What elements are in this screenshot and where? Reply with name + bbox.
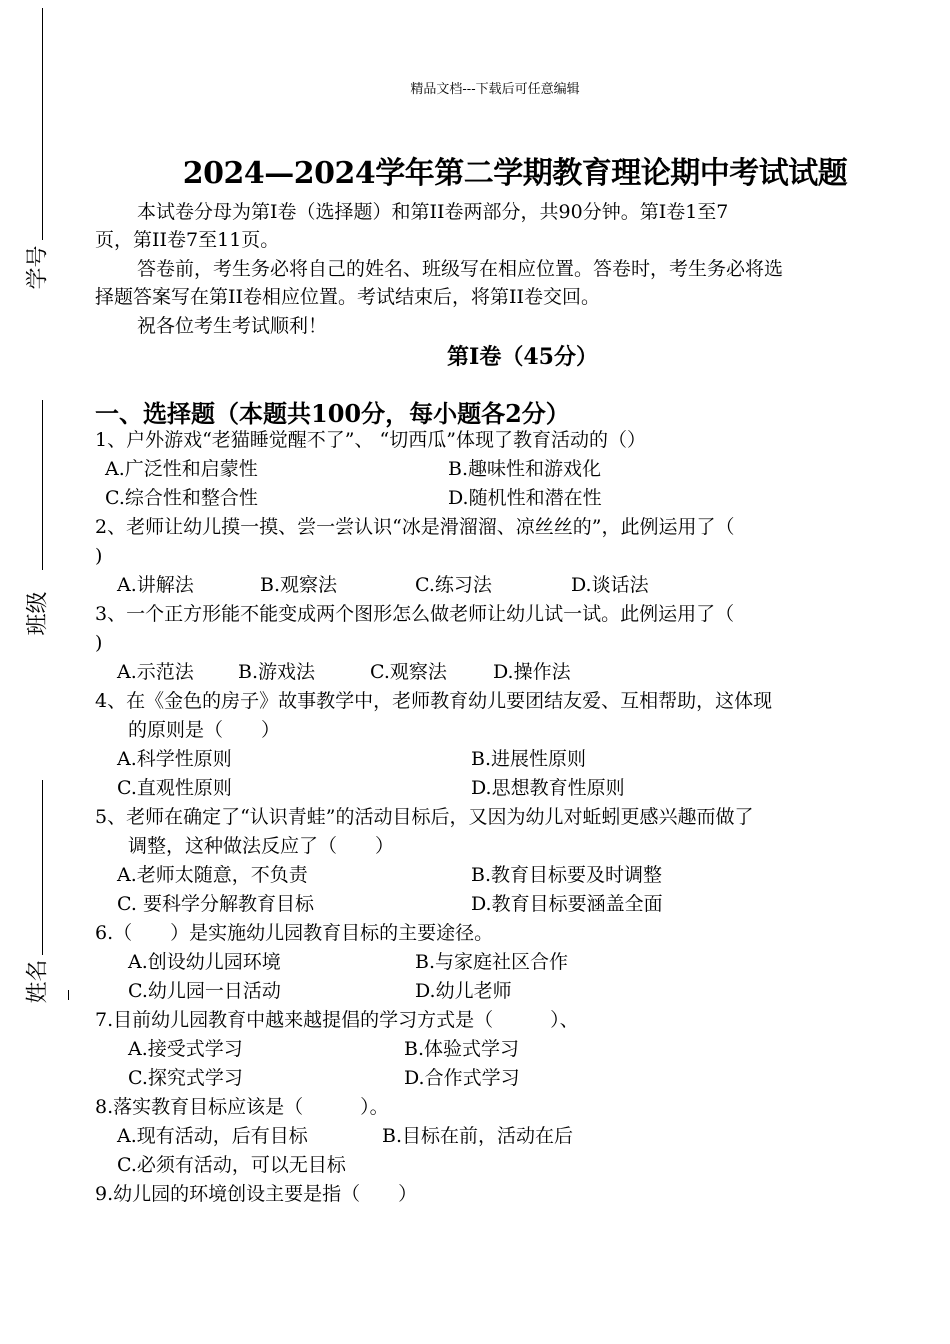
q7-option-a: A.接受式学习: [128, 1038, 243, 1060]
question-1: 1、户外游戏“老猫睡觉醒不了”、 “切西瓜”体现了教育活动的（）: [95, 429, 646, 451]
q1-option-b: B.趣味性和游戏化: [448, 458, 602, 480]
q2-option-a: A.讲解法: [117, 574, 194, 596]
margin-tick: [68, 990, 69, 1000]
q5-option-b: B.教育目标要及时调整: [471, 864, 663, 886]
name-label: 姓名: [25, 959, 51, 1004]
question-3: 3、一个正方形能不能变成两个图形怎么做老师让幼儿试一试。此例运用了（: [95, 603, 735, 625]
q1-option-c: C.综合性和整合性: [105, 487, 258, 509]
q4-option-c: C.直观性原则: [117, 777, 232, 799]
q6-option-d: D.幼儿老师: [415, 980, 512, 1002]
q4-option-b: B.进展性原则: [471, 748, 587, 770]
question-3-cont: ): [95, 632, 103, 654]
header-note: 精品文档---下载后可任意编辑: [410, 82, 580, 97]
q2-option-b: B.观察法: [260, 574, 338, 596]
q6-option-b: B.与家庭社区合作: [415, 951, 569, 973]
margin-line-bottom: [42, 780, 43, 955]
question-5: 5、老师在确定了“认识青蛙”的活动目标后，又因为幼儿对蚯蚓更感兴趣而做了: [95, 806, 754, 828]
q2-option-c: C.练习法: [415, 574, 492, 596]
q1-option-a: A.广泛性和启蒙性: [105, 458, 258, 480]
q1-option-d: D.随机性和潜在性: [448, 487, 602, 509]
question-4-cont: 的原则是（ ）: [128, 719, 281, 741]
intro-line-1b: 页，第II卷7至11页。: [95, 229, 280, 251]
student-id-label: 学号: [25, 245, 51, 290]
question-5-cont: 调整，这种做法反应了（ ）: [128, 835, 395, 857]
q6-option-a: A.创设幼儿园环境: [128, 951, 281, 973]
intro-line-2b: 择题答案写在第II卷相应位置。考试结束后，将第II卷交回。: [95, 286, 601, 308]
q2-option-d: D.谈话法: [571, 574, 649, 596]
q3-option-d: D.操作法: [493, 661, 571, 683]
q6-option-c: C.幼儿园一日活动: [128, 980, 281, 1002]
q7-option-b: B.体验式学习: [404, 1038, 520, 1060]
q8-option-b: B.目标在前，活动在后: [382, 1125, 574, 1147]
intro-line-1a: 本试卷分母为第Ⅰ卷（选择题）和第II卷两部分，共90分钟。第Ⅰ卷1至7: [137, 201, 729, 223]
section-title: 一、选择题（本题共100分，每小题各2分）: [95, 399, 570, 428]
intro-line-3: 祝各位考生考试顺利！: [137, 315, 328, 337]
question-9: 9.幼儿园的环境创设主要是指（ ）: [95, 1183, 418, 1205]
question-6: 6.（ ）是实施幼儿园教育目标的主要途径。: [95, 922, 494, 944]
q7-option-d: D.合作式学习: [404, 1067, 520, 1089]
q3-option-b: B.游戏法: [238, 661, 316, 683]
q4-option-a: A.科学性原则: [117, 748, 232, 770]
page-title: 2024—2024学年第二学期教育理论期中考试试题: [182, 156, 848, 191]
question-7: 7.目前幼儿园教育中越来越提倡的学习方式是（ ）、: [95, 1009, 579, 1031]
q7-option-c: C.探究式学习: [128, 1067, 243, 1089]
q4-option-d: D.思想教育性原则: [471, 777, 625, 799]
question-4: 4、在《金色的房子》故事教学中，老师教育幼儿要团结友爱、互相帮助，这体现: [95, 690, 773, 712]
q3-option-a: A.示范法: [117, 661, 194, 683]
part-title: 第Ⅰ卷（45分）: [447, 344, 598, 370]
margin-line-top: [42, 8, 43, 240]
q3-option-c: C.观察法: [370, 661, 447, 683]
intro-line-2a: 答卷前，考生务必将自己的姓名、班级写在相应位置。答卷时，考生务必将选: [137, 258, 784, 280]
q8-option-a: A.现有活动，后有目标: [117, 1125, 308, 1147]
q5-option-a: A.老师太随意，不负责: [117, 864, 308, 886]
question-2: 2、老师让幼儿摸一摸、尝一尝认识“冰是滑溜溜、凉丝丝的”，此例运用了（: [95, 516, 735, 538]
class-label: 班级: [25, 591, 51, 636]
margin-line-middle: [42, 400, 43, 570]
q5-option-d: D.教育目标要涵盖全面: [471, 893, 663, 915]
question-8: 8.落实教育目标应该是（ ）。: [95, 1096, 389, 1118]
q8-option-c: C.必须有活动，可以无目标: [117, 1154, 346, 1176]
question-2-cont: ): [95, 545, 103, 567]
q5-option-c: C. 要科学分解教育目标: [117, 893, 314, 915]
